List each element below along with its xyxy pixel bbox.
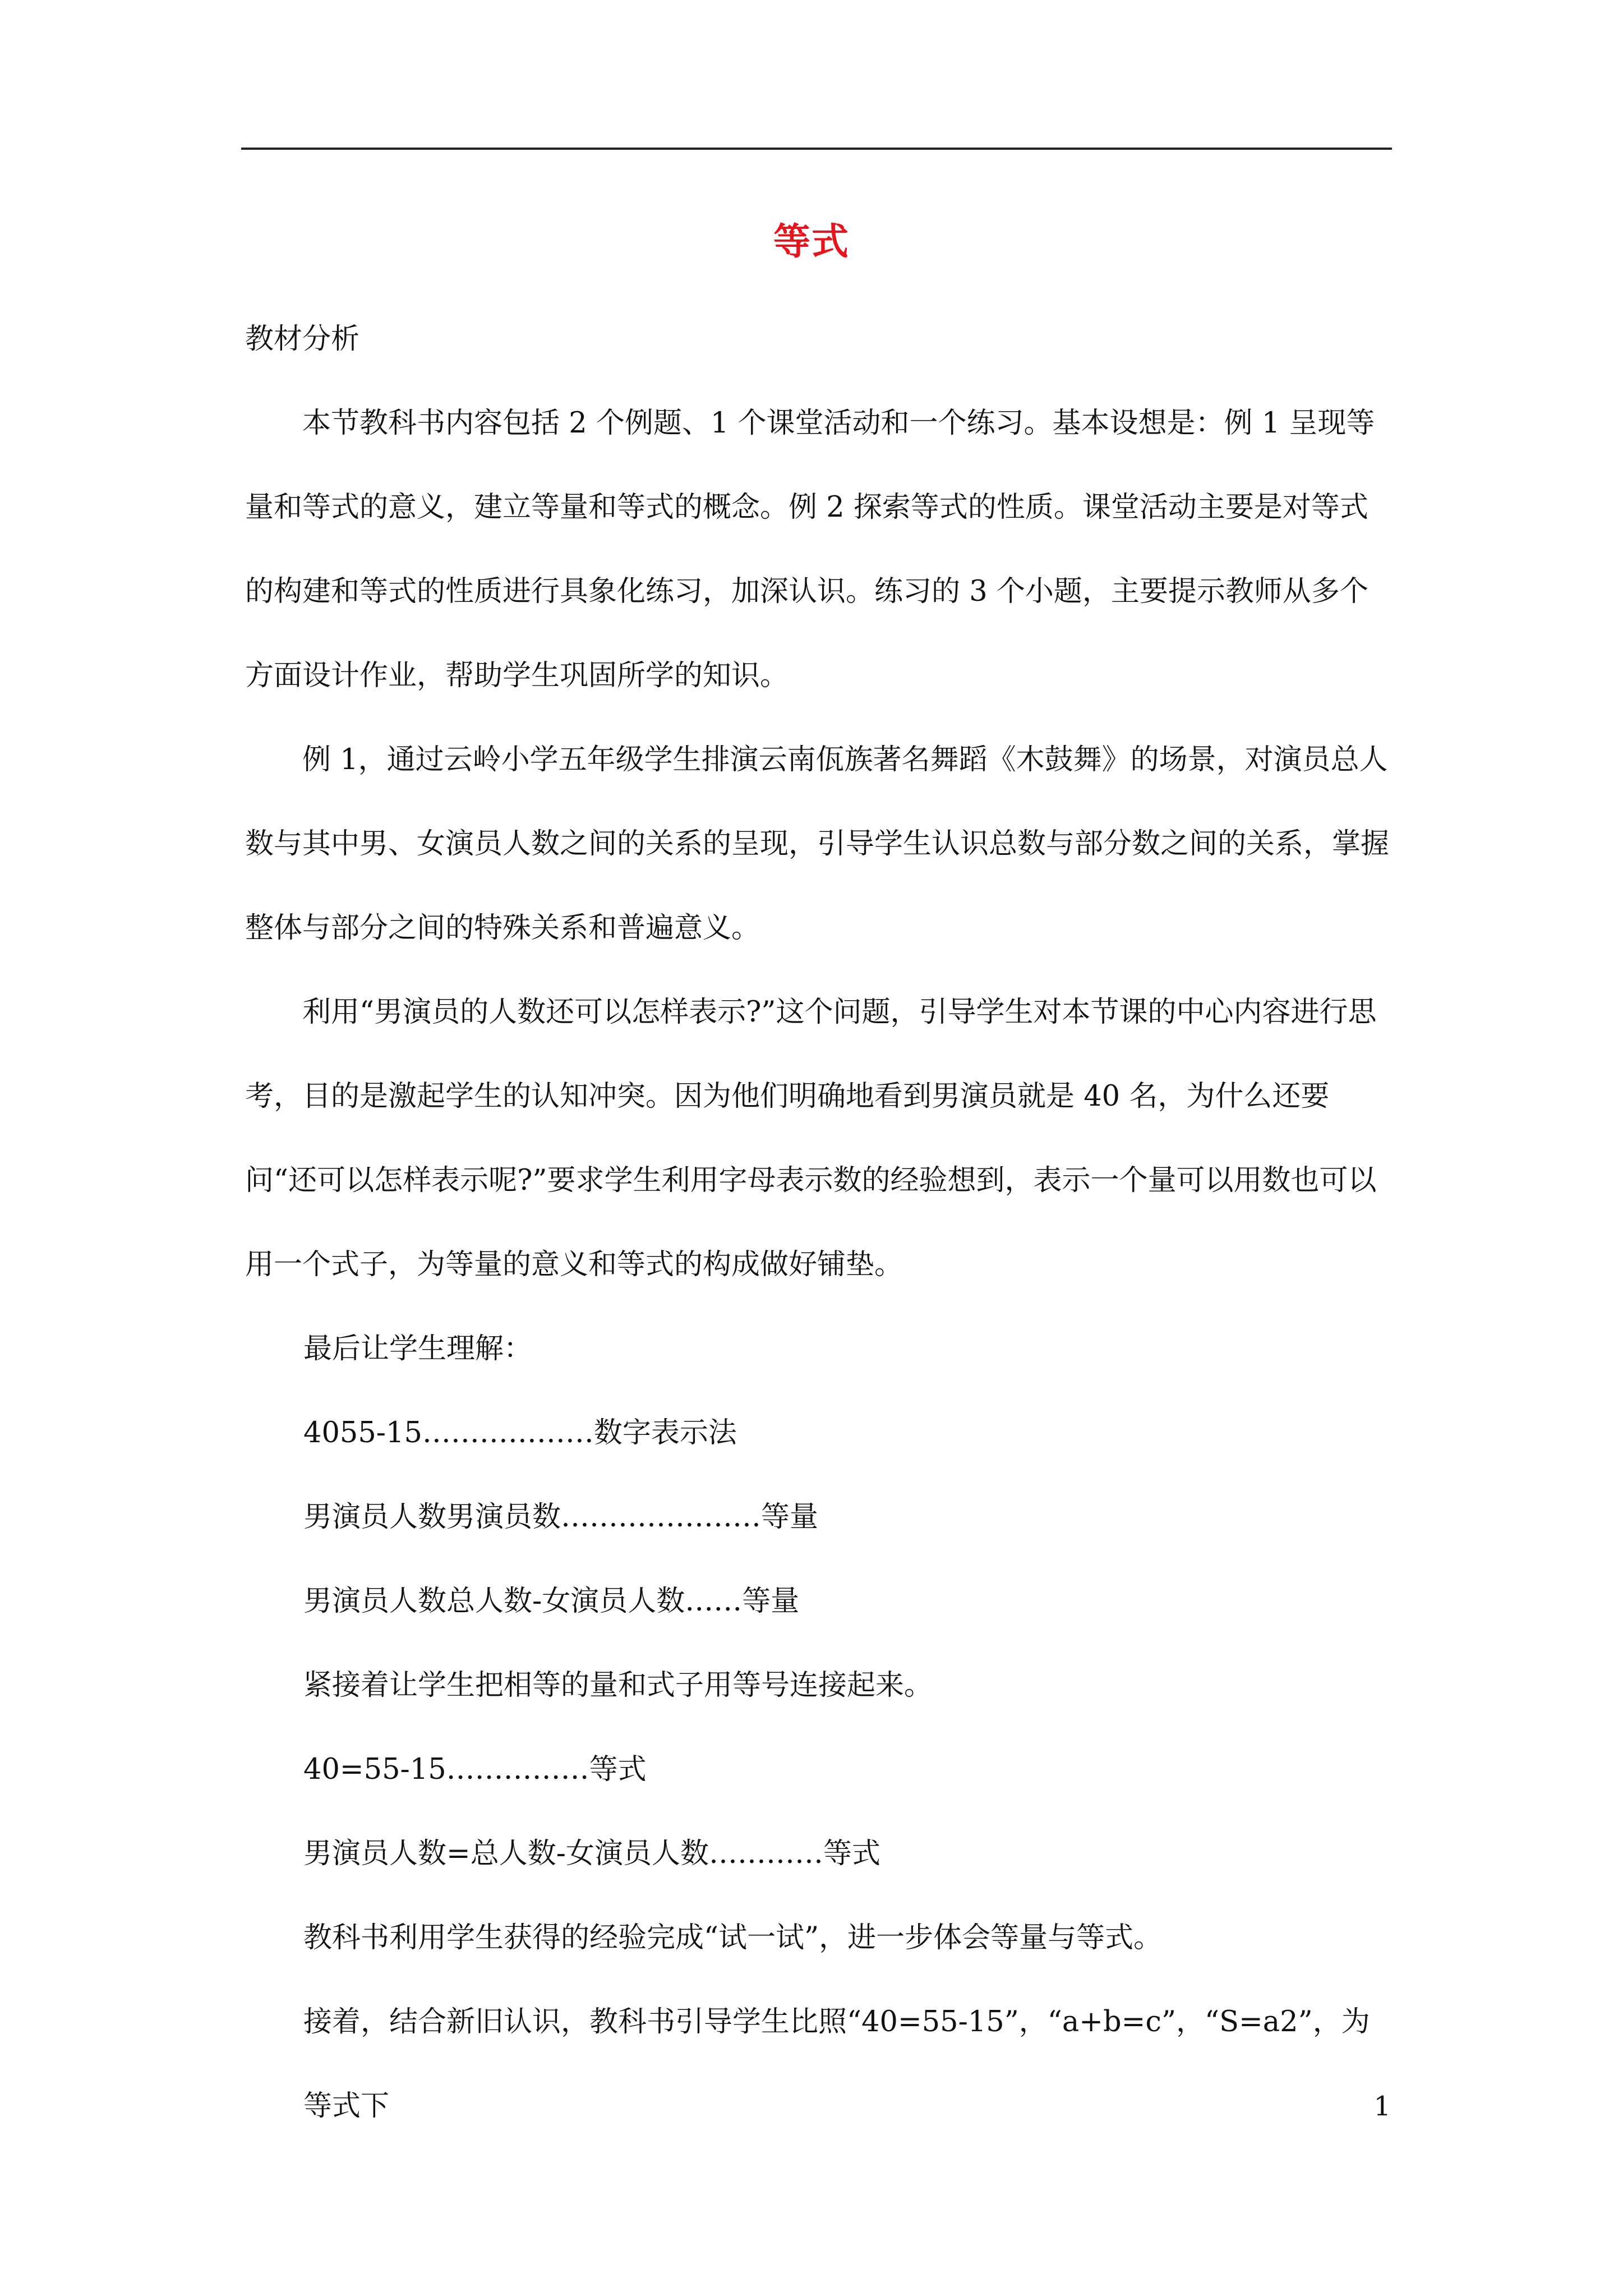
paragraph-comparison: 接着，结合新旧认识，教科书引导学生比照“40=55-15”，“a+b=c”，“S=a2”，为等式下 xyxy=(303,2005,1370,2123)
paragraph-connect: 紧接着让学生把相等的量和式子用等号连接起来。 xyxy=(303,1669,933,1702)
section-heading: 教材分析 xyxy=(245,323,360,356)
list-line-equal-quantity-1: 男演员人数男演员数…………………等量 xyxy=(303,1501,819,1534)
list-line-equal-quantity-2: 男演员人数总人数-女演员人数……等量 xyxy=(303,1585,800,1618)
list-line-numeric: 4055-15………………数字表示法 xyxy=(303,1416,737,1450)
paragraph-overview: 本节教科书内容包括 2 个例题、1 个课堂活动和一个练习。基本设想是：例 1 呈现等量和等式的意义，建立等量和等式的概念。例 2 探索等式的性质。课堂活动主要是对等式的构建和等式的性质进行具象化练习，加深认识。练习的 3 个小题，主要提示教师从多个方面设计作业，帮助学生巩固所学的知识。 xyxy=(245,407,1375,692)
header-rule xyxy=(241,148,1392,150)
paragraph-understand-intro: 最后让学生理解： xyxy=(303,1332,533,1365)
document-title: 等式 xyxy=(773,219,850,263)
paragraph-example-1: 例 1，通过云岭小学五年级学生排演云南佤族著名舞蹈《木鼓舞》的场景，对演员总人数与其中男、女演员人数之间的关系的呈现，引导学生认识总数与部分数之间的关系，掌握整体与部分之间的特殊关系和普遍意义。 xyxy=(245,743,1390,945)
document-body xyxy=(245,297,1392,2148)
paragraph-question: 利用“男演员的人数还可以怎样表示?”这个问题，引导学生对本节课的中心内容进行思考，目的是激起学生的认知冲突。因为他们明确地看到男演员就是 40 名，为什么还要问“还可以怎样表示呢?”要求学生利用字母表示数的经验想到，表示一个量可以用数也可以用一个式子，为等量的意义和等式的构成做好铺垫。 xyxy=(245,996,1377,1281)
list-line-equation-2: 男演员人数=总人数-女演员人数…………等式 xyxy=(303,1837,880,1870)
page-number: 1 xyxy=(1373,2091,1391,2122)
list-line-equation-1: 40=55-15……………等式 xyxy=(303,1753,647,1786)
paragraph-try-it: 教科书利用学生获得的经验完成“试一试”，进一步体会等量与等式。 xyxy=(303,1921,1163,1954)
